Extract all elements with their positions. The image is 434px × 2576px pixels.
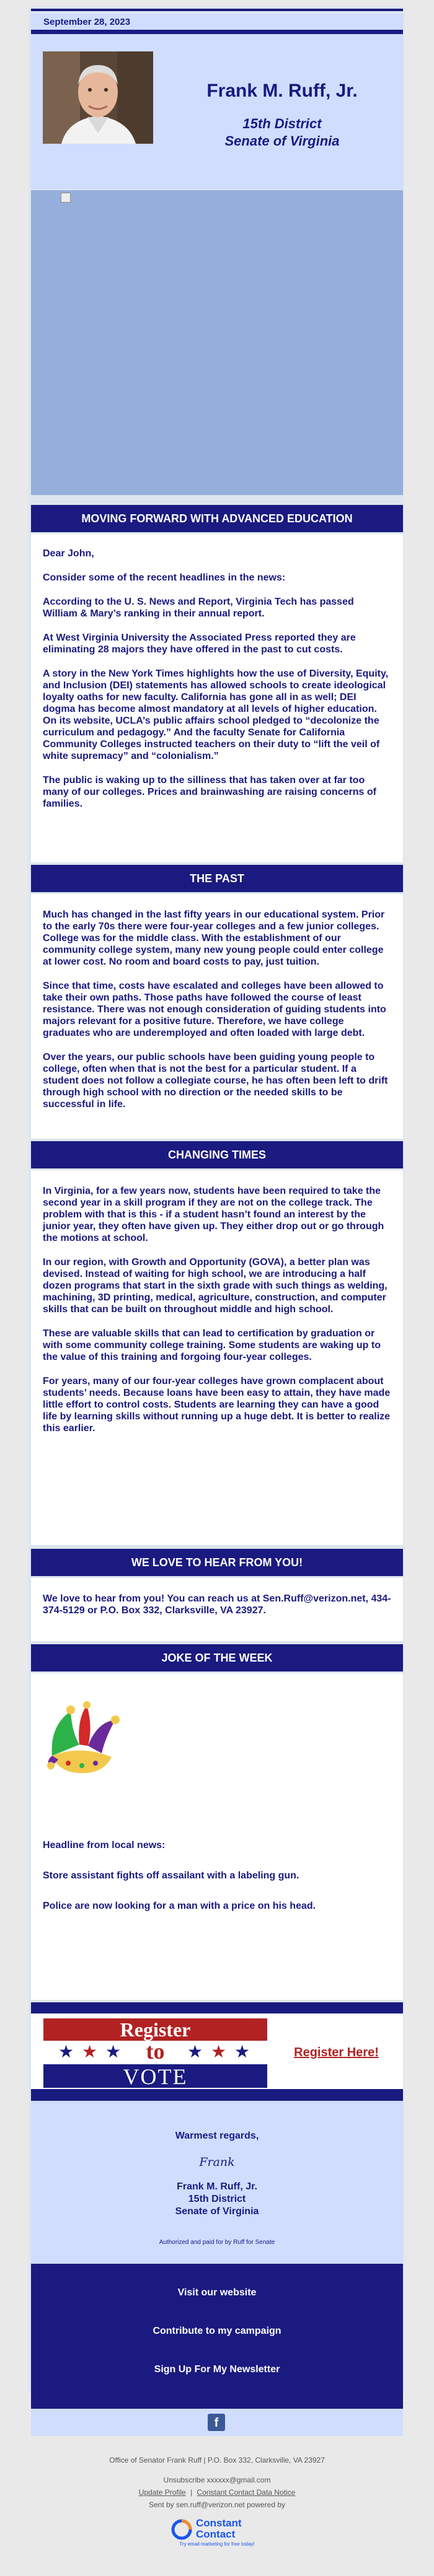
paragraph: At West Virginia University the Associated Press reported they are eliminating 28 majors they have offered in the past to cut costs. [43, 633, 356, 655]
senator-chamber: Senate of Virginia [224, 133, 340, 149]
constant-contact-tagline: Try email marketing for free today! [179, 2541, 255, 2547]
links-section [31, 2271, 403, 2409]
paragraph: In Virginia, for a few years now, students have been required to take the second year in a skill program if they are not on the college track. The problem with that is this - if a student hasn’t found an interest by the junior year, they often have given up. They either drop out or go through the motions at school. [43, 1186, 384, 1243]
star-icon: ★ [105, 2042, 122, 2061]
paragraph: For years, many of our four-year colleges have grown complacent about students’ needs. Because loans have been easy to attain, they have made little effort to control costs. Students are learning they can have a good life by learning skills without running up a huge debt. It is better to realize this earlier. [43, 1376, 391, 1434]
signature: Frank [199, 2155, 235, 2169]
profile-header [31, 34, 403, 189]
section-heading-joke: JOKE OF THE WEEK [31, 1644, 403, 1671]
section-body-joke [31, 1673, 403, 2000]
register-here-link[interactable]: Register Here! [294, 2046, 379, 2059]
section-heading-hear-from-you: WE LOVE TO HEAR FROM YOU! [31, 1549, 403, 1576]
paragraph: Consider some of the recent headlines in the news: [43, 572, 286, 583]
section-body-changing-times [31, 1170, 403, 1545]
contribute-link[interactable]: Contribute to my campaign [153, 2326, 281, 2336]
paragraph: Over the years, our public schools have been guiding young people to college, often when that is not the best for a particular student. If a student does not follow a collegiate course, he has often been left to drift through high school with no direction or the needed skills to be successful in life. [43, 1052, 388, 1110]
paragraph: These are valuable skills that can lead to certification by graduation or with some community college training. Some students are waking up to the value of this training and forgoing four-year colleges. [43, 1328, 381, 1362]
signoff-section [31, 2101, 403, 2264]
signoff-chamber: Senate of Virginia [175, 2206, 259, 2217]
star-icon: ★ [58, 2042, 74, 2061]
paragraph: Since that time, costs have escalated and colleges have been allowed to take their own paths. Those paths have followed the course of least resistance. There was not enough consideration of guiding students into majors relevant for a positive future. Therefore, we have college graduates who are underemployed and often loaded with large debt. [43, 981, 386, 1038]
paragraph: The public is waking up to the silliness that has taken over at far too many of our colleges. Prices and brainwashing are raising concerns of families. [43, 775, 376, 809]
paragraph: In our region, with Growth and Opportunity (GOVA), a better plan was devised. Instead of waiting for high school, we are introducing a half dozen programs that start in the sixth grade with such things as welding, machining, 3D printing, medical, agriculture, construction, and computer skills that can be built on throughout middle and high school. [43, 1257, 388, 1315]
unsubscribe-link[interactable]: Unsubscribe xxxxxx@gmail.com [163, 2476, 271, 2484]
top-divider [31, 9, 403, 11]
signoff-name: Frank M. Ruff, Jr. [177, 2181, 257, 2192]
footer-links [0, 2488, 434, 2497]
star-icon: ★ [234, 2042, 250, 2061]
closing-text: Warmest regards, [175, 2131, 259, 2141]
senator-district: 15th District [242, 116, 322, 131]
constant-contact-wordmark-2: Contact [196, 2528, 236, 2540]
register-banner-line2: to [146, 2039, 165, 2064]
section-body-the-past [31, 894, 403, 1139]
star-icon: ★ [82, 2042, 98, 2061]
star-icon: ★ [187, 2042, 203, 2061]
contact-paragraph: We love to hear from you! You can reach us at Sen.Ruff@verizon.net, 434-374-5129 or P.O. Box 332, Clarksville, VA 23927. [43, 1593, 391, 1616]
sent-by-text: Sent by sen.ruff@verizon.net powered by [148, 2500, 286, 2509]
authorization-disclaimer: Authorized and paid for by Ruff for Senate [159, 2239, 275, 2246]
joke-line: Police are now looking for a man with a price on his head. [43, 1901, 316, 1911]
date-bar [31, 14, 403, 30]
date-divider [31, 30, 403, 34]
facebook-icon[interactable]: f [208, 2414, 225, 2431]
update-profile-link[interactable]: Update Profile [138, 2488, 186, 2497]
footer-separator: | [190, 2488, 193, 2497]
newsletter-signup-link[interactable]: Sign Up For My Newsletter [154, 2364, 280, 2375]
register-banner-line1: Register [120, 2018, 191, 2041]
register-section [31, 2013, 403, 2089]
constant-contact-wordmark-1: Constant [196, 2517, 242, 2529]
register-divider-top [31, 2002, 403, 2013]
section-heading-the-past: THE PAST [31, 865, 403, 892]
constant-contact-logo[interactable] [161, 2515, 273, 2546]
signoff-district: 15th District [188, 2194, 246, 2204]
section-body-advanced-education [31, 534, 403, 862]
register-to-vote-banner[interactable] [43, 2018, 267, 2088]
hero-image [31, 190, 403, 495]
newsletter-date: September 28, 2023 [43, 17, 131, 27]
senator-name: Frank M. Ruff, Jr. [206, 81, 358, 101]
greeting: Dear John, [43, 548, 94, 559]
section-heading-changing-times: CHANGING TIMES [31, 1141, 403, 1168]
paragraph: Much has changed in the last fifty years in our educational system. Prior to the early 70s there were four-year colleges and a few junior colleges. College was for the middle class. With the establishment of our community college system, many new young people could enter college at lower cost. No room and board costs to pay, just tuition. [43, 909, 385, 967]
paragraph: A story in the New York Times highlights how the use of Diversity, Equity, and Inclusion (DEI) statements has allowed schools to create ideological loyalty oaths for new faculty. California has gone all in as well; DEI dogma has become almost mandatory at all levels of higher education. On its website, UCLA’s public affairs school pledged to “decolonize the curriculum and pedagogy.” And the faculty Senate for California Community Colleges instructed teachers on their duty to “lift the veil of white supremacy” and “colonialism.” [43, 668, 389, 761]
paragraph: According to the U. S. News and Report, Virginia Tech has passed William & Mary’s ranking in their annual report. [43, 597, 354, 619]
broken-image-icon [61, 193, 71, 203]
signoff-divider [31, 2264, 403, 2271]
section-heading-advanced-education: MOVING FORWARD WITH ADVANCED EDUCATION [31, 505, 403, 532]
joke-line: Store assistant fights off assailant with a labeling gun. [43, 1870, 299, 1881]
visit-website-link[interactable]: Visit our website [177, 2287, 257, 2298]
footer-address: Office of Senator Frank Ruff | P.O. Box 332, Clarksville, VA 23927 [109, 2456, 325, 2464]
constant-contact-icon [171, 2519, 192, 2540]
star-icon: ★ [211, 2042, 227, 2061]
register-banner-line3: VOTE [123, 2064, 188, 2089]
section-body-hear-from-you [31, 1578, 403, 1641]
joke-headline-label: Headline from local news: [43, 1840, 166, 1851]
jester-hat-icon [43, 1701, 120, 1774]
data-notice-link[interactable]: Constant Contact Data Notice [197, 2488, 296, 2497]
senator-portrait [43, 51, 153, 144]
register-divider-bottom [31, 2089, 403, 2101]
social-section [31, 2409, 403, 2436]
